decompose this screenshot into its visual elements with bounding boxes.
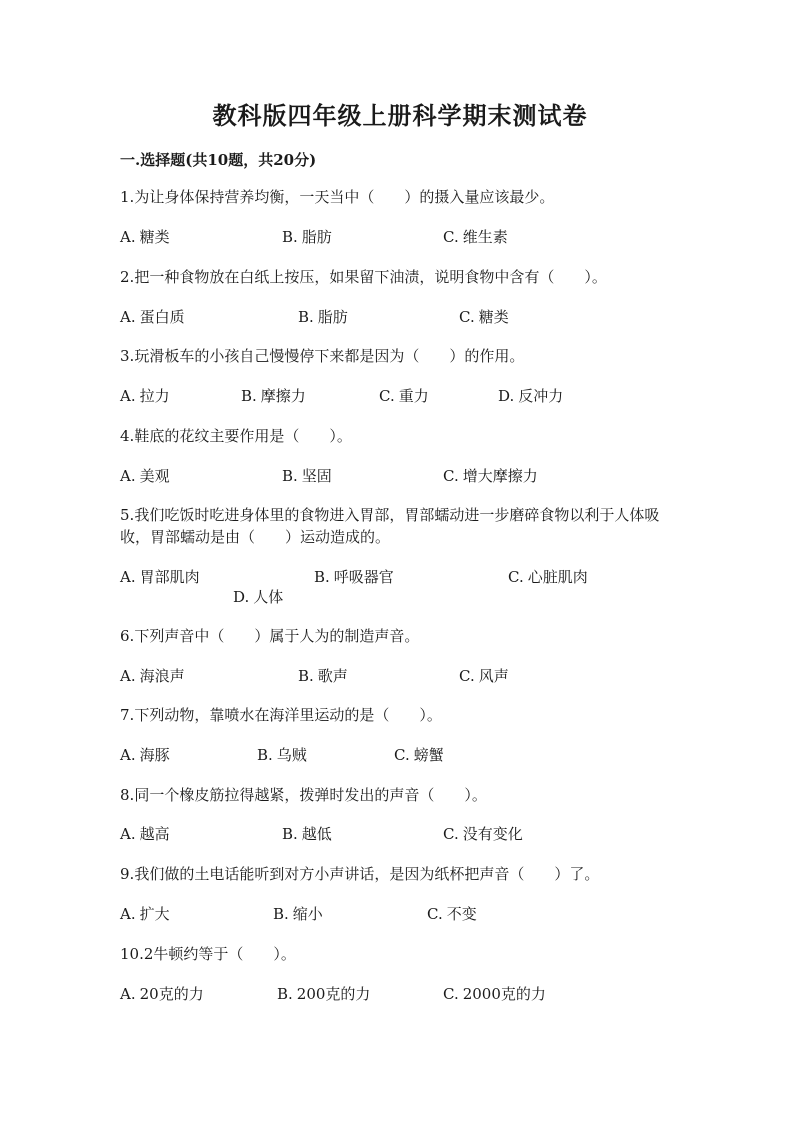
option-text: 20克的力 — [139, 985, 204, 1003]
option-b[interactable] — [282, 823, 332, 845]
option-letter: B. — [282, 467, 298, 485]
option-letter: C. — [394, 746, 410, 764]
option-letter: B. — [282, 228, 298, 246]
option-b[interactable] — [282, 226, 332, 248]
option-letter: C. — [459, 308, 475, 326]
option-a[interactable] — [120, 983, 204, 1005]
option-a[interactable] — [120, 903, 170, 925]
question-text: 我们做的土电话能听到对方小声讲话，是因为纸杯把声音（ ）了。 — [134, 865, 600, 883]
question-4 — [120, 425, 680, 447]
option-text: 风声 — [478, 667, 509, 685]
option-b[interactable] — [282, 465, 332, 487]
option-c[interactable] — [443, 465, 538, 487]
option-a[interactable] — [120, 226, 170, 248]
option-letter: A. — [120, 387, 136, 405]
option-text: 呼吸器官 — [333, 568, 394, 586]
option-text: 海豚 — [139, 746, 170, 764]
question-number: 2. — [120, 268, 135, 286]
option-c[interactable] — [394, 744, 444, 766]
question-text: 我们吃饭时吃进身体里的食物进入胃部，胃部蠕动进一步磨碎食物以利于人体吸收，胃部蠕动是由（ ）运动造成的。 — [120, 506, 660, 546]
option-a[interactable] — [120, 465, 170, 487]
option-c[interactable] — [459, 665, 509, 687]
option-letter: B. — [277, 985, 293, 1003]
option-c[interactable] — [508, 566, 588, 588]
option-letter: A. — [120, 667, 136, 685]
option-d[interactable] — [233, 586, 283, 608]
option-letter: C. — [508, 568, 524, 586]
exam-title: 教科版四年级上册科学期末测试卷 — [212, 101, 588, 130]
option-a[interactable] — [120, 823, 170, 845]
option-text: 人体 — [253, 588, 284, 606]
option-text: 越高 — [139, 825, 170, 843]
question-8 — [120, 784, 680, 806]
option-letter: B. — [314, 568, 330, 586]
option-d[interactable] — [498, 385, 563, 407]
question-number: 4. — [120, 427, 135, 445]
option-letter: C. — [443, 985, 459, 1003]
option-text: 海浪声 — [139, 667, 185, 685]
option-text: 脂肪 — [317, 308, 348, 326]
option-letter: A. — [120, 985, 136, 1003]
question-number: 5. — [120, 506, 135, 524]
option-letter: B. — [298, 667, 314, 685]
option-text: 不变 — [446, 905, 477, 923]
option-letter: C. — [443, 467, 459, 485]
option-text: 坚固 — [301, 467, 332, 485]
option-b[interactable] — [257, 744, 307, 766]
option-letter: A. — [120, 825, 136, 843]
option-text: 拉力 — [139, 387, 170, 405]
option-b[interactable] — [241, 385, 306, 407]
option-text: 没有变化 — [462, 825, 523, 843]
option-b[interactable] — [298, 306, 348, 328]
question-number: 6. — [120, 627, 135, 645]
question-2 — [120, 266, 680, 288]
option-b[interactable] — [277, 983, 370, 1005]
option-text: 扩大 — [139, 905, 170, 923]
option-letter: B. — [298, 308, 314, 326]
question-text: 同一个橡皮筋拉得越紧，拨弹时发出的声音（ ）。 — [134, 786, 487, 804]
question-7 — [120, 704, 680, 726]
option-letter: C. — [427, 905, 443, 923]
question-10 — [120, 943, 680, 965]
question-text: 玩滑板车的小孩自己慢慢停下来都是因为（ ）的作用。 — [134, 347, 525, 365]
option-c[interactable] — [443, 226, 508, 248]
option-letter: A. — [120, 467, 136, 485]
option-text: 乌贼 — [276, 746, 307, 764]
option-text: 蛋白质 — [139, 308, 185, 326]
option-c[interactable] — [459, 306, 509, 328]
option-letter: D. — [498, 387, 515, 405]
question-text: 鞋底的花纹主要作用是（ ）。 — [134, 427, 352, 445]
option-text: 糖类 — [478, 308, 509, 326]
option-text: 歌声 — [317, 667, 348, 685]
option-letter: C. — [443, 228, 459, 246]
question-text: 2牛顿约等于（ ）。 — [143, 945, 296, 963]
option-text: 缩小 — [292, 905, 323, 923]
option-text: 2000克的力 — [462, 985, 546, 1003]
option-letter: A. — [120, 228, 136, 246]
question-number: 10. — [120, 945, 144, 963]
option-text: 重力 — [398, 387, 429, 405]
question-5 — [120, 504, 680, 548]
option-text: 糖类 — [139, 228, 170, 246]
question-number: 7. — [120, 706, 135, 724]
option-letter: C. — [379, 387, 395, 405]
option-b[interactable] — [314, 566, 394, 588]
option-text: 心脏肌肉 — [527, 568, 588, 586]
option-text: 脂肪 — [301, 228, 332, 246]
option-a[interactable] — [120, 744, 170, 766]
option-c[interactable] — [379, 385, 429, 407]
option-c[interactable] — [427, 903, 477, 925]
option-letter: B. — [282, 825, 298, 843]
question-number: 9. — [120, 865, 135, 883]
question-text: 为让身体保持营养均衡，一天当中（ ）的摄入量应该最少。 — [134, 188, 555, 206]
option-text: 摩擦力 — [260, 387, 306, 405]
option-text: 美观 — [139, 467, 170, 485]
question-text: 下列动物，靠喷水在海洋里运动的是（ ）。 — [134, 706, 442, 724]
option-text: 胃部肌肉 — [139, 568, 200, 586]
option-c[interactable] — [443, 983, 546, 1005]
question-text: 下列声音中（ ）属于人为的制造声音。 — [134, 627, 420, 645]
option-c[interactable] — [443, 823, 523, 845]
option-letter: D. — [233, 588, 250, 606]
question-6 — [120, 625, 680, 647]
option-text: 200克的力 — [296, 985, 371, 1003]
section-header: 一.选择题(共10题，共20分) — [120, 151, 317, 169]
option-letter: B. — [241, 387, 257, 405]
option-text: 反冲力 — [518, 387, 564, 405]
option-letter: A. — [120, 746, 136, 764]
question-text: 把一种食物放在白纸上按压，如果留下油渍，说明食物中含有（ ）。 — [134, 268, 607, 286]
option-a[interactable] — [120, 566, 200, 588]
option-a[interactable] — [120, 665, 185, 687]
option-letter: A. — [120, 905, 136, 923]
question-number: 1. — [120, 188, 135, 206]
question-9 — [120, 863, 680, 885]
option-letter: A. — [120, 308, 136, 326]
option-letter: C. — [459, 667, 475, 685]
option-text: 越低 — [301, 825, 332, 843]
option-text: 螃蟹 — [413, 746, 444, 764]
question-1 — [120, 186, 680, 208]
question-number: 8. — [120, 786, 135, 804]
option-b[interactable] — [273, 903, 323, 925]
option-a[interactable] — [120, 385, 170, 407]
option-text: 维生素 — [462, 228, 508, 246]
option-letter: B. — [257, 746, 273, 764]
question-number: 3. — [120, 347, 135, 365]
option-a[interactable] — [120, 306, 185, 328]
option-letter: C. — [443, 825, 459, 843]
question-3 — [120, 345, 680, 367]
option-letter: B. — [273, 905, 289, 923]
option-letter: A. — [120, 568, 136, 586]
option-b[interactable] — [298, 665, 348, 687]
option-text: 增大摩擦力 — [462, 467, 538, 485]
